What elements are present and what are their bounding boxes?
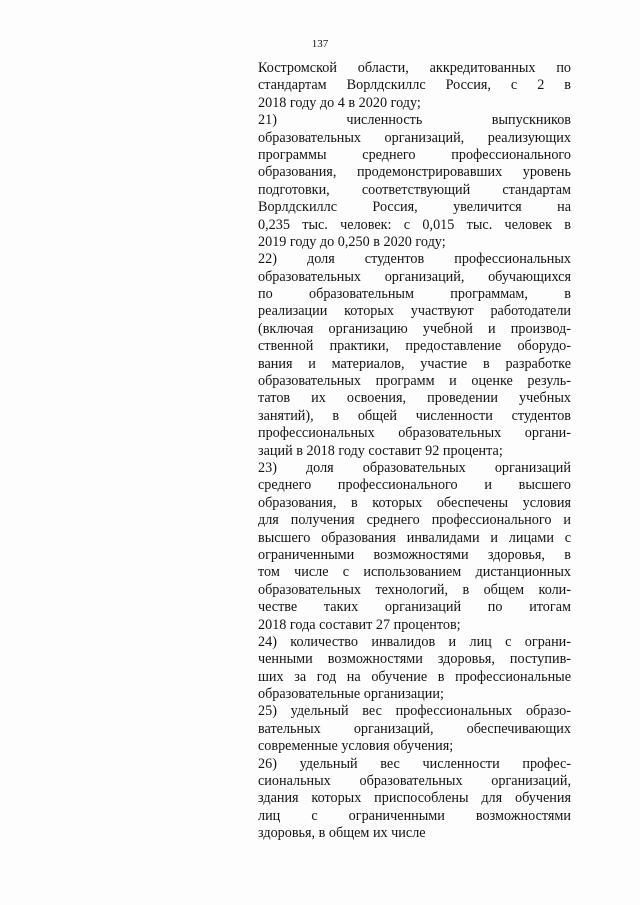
text-line: программы среднего профессионального [258,146,571,163]
document-body [258,60,571,843]
text-line: образовательных технологий, в общем коли- [258,581,571,598]
text-line: здания которых приспособлены для обучения [258,790,571,807]
text-line: 23) доля образовательных организаций [258,459,571,476]
text-line: 26) удельный вес численности профес- [258,755,571,772]
paragraph-p-26 [258,756,571,843]
text-line: образовательных организаций, обучающихся [258,268,571,285]
text-line: 24) количество инвалидов и лиц с ограни- [258,633,571,650]
page-number: 137 [311,38,329,50]
text-line: профессиональных образовательных органи- [258,425,571,442]
text-line: образовательных программ и оценке резуль- [258,373,571,390]
text-line: том числе с использованием дистанционных [258,564,571,581]
paragraph-p-23 [258,460,571,634]
text-line: образовательных организаций, реализующих [258,129,571,146]
text-line: занятий), в общей численности студентов [258,407,571,424]
text-line: стандартам Ворлдскиллс Россия, с 2 в [258,77,571,94]
text-line: лиц с ограниченными возможностями [258,807,571,824]
text-line: сиональных образовательных организаций, [258,773,571,790]
paragraph-p-25 [258,703,571,755]
text-line: подготовки, соответствующий стандартам [258,181,571,198]
text-line: здоровья, в общем их числе [258,825,426,842]
text-line: высшего образования инвалидами и лицами с [258,529,571,546]
text-line: образования, продемонстрировавших уровень [258,164,571,181]
text-line: ограниченными возможностями здоровья, в [258,546,571,563]
paragraph-p-21 [258,112,571,251]
text-line: ченными возможностями здоровья, поступив- [258,651,571,668]
text-line: ственной практики, предоставление оборудо- [258,338,571,355]
text-line: 21) численность выпускников [258,112,571,129]
text-line: татов их освоения, проведении учебных [258,390,571,407]
text-line: образовательные организации; [258,686,444,703]
text-line: (включая организацию учебной и производ- [258,320,571,337]
text-line: реализации которых участвуют работодатели [258,303,571,320]
text-line: 22) доля студентов профессиональных [258,251,571,268]
text-line: 0,235 тыс. человек: с 0,015 тыс. человек в [258,216,571,233]
text-line: современные условия обучения; [258,738,454,755]
text-line: по образовательным программам, в [258,286,571,303]
text-line: 2018 года составит 27 процентов; [258,616,461,633]
text-line: для получения среднего профессионального и [258,512,571,529]
text-line: Ворлдскиллс Россия, увеличится на [258,199,571,216]
text-line: заций в 2018 году составит 92 процента; [258,442,503,459]
paragraph-p-24 [258,634,571,704]
text-line: 2018 году до 4 в 2020 году; [258,94,421,111]
text-line: вания и материалов, участие в разработке [258,355,571,372]
paragraph-p-continuation [258,60,571,112]
text-line: образования, в которых обеспечены условия [258,494,571,511]
paragraph-p-22 [258,251,571,460]
text-line: Костромской области, аккредитованных по [258,60,571,76]
text-line: 2019 году до 0,250 в 2020 году; [258,233,446,250]
text-line: ших за год на обучение в профессиональные [258,668,571,685]
text-line: 25) удельный вес профессиональных образо- [258,703,571,720]
text-line: честве таких организаций по итогам [258,599,571,616]
text-line: среднего профессионального и высшего [258,477,571,494]
text-line: вательных организаций, обеспечивающих [258,720,571,737]
